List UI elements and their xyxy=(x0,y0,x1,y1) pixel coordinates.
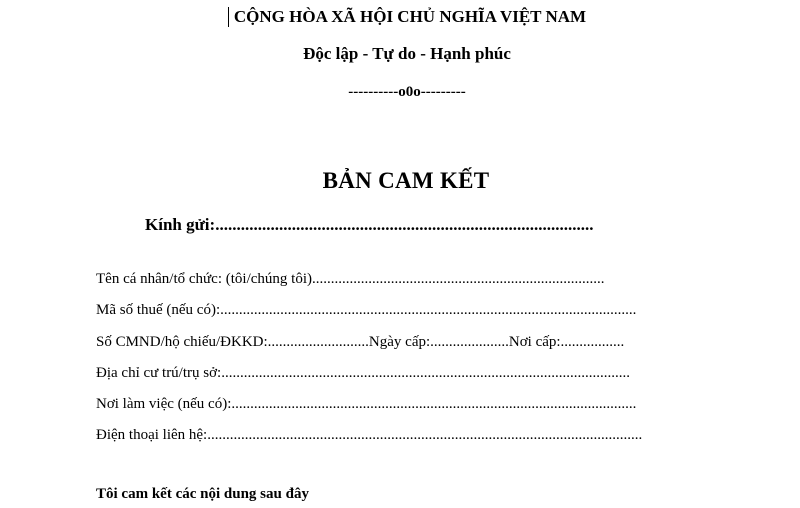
field-phone: Điện thoại liên hệ:.................................................................................................................... xyxy=(96,427,643,443)
national-title: CỘNG HÒA XÃ HỘI CHỦ NGHĨA VIỆT NAM xyxy=(233,7,587,26)
recipient-line: Kính gửi:......................................................................................... xyxy=(145,215,594,234)
document-title: BẢN CAM KẾT xyxy=(322,168,490,193)
commitment-heading: Tôi cam kết các nội dung sau đây xyxy=(96,486,309,502)
header-divider: ----------o0o--------- xyxy=(348,84,466,100)
field-address: Địa chỉ cư trú/trụ sở:............................................................................................................. xyxy=(96,365,630,381)
field-tax-code: Mã số thuế (nếu có):............................................................................................................... xyxy=(96,302,637,318)
field-id-number: Số CMND/hộ chiếu/ĐKKD:...........................Ngày cấp:.....................Nơi cấp:................. xyxy=(96,334,625,350)
field-name: Tên cá nhân/tổ chức: (tôi/chúng tôi).............................................................................. xyxy=(96,271,605,287)
national-motto: Độc lập - Tự do - Hạnh phúc xyxy=(303,44,511,63)
field-workplace: Nơi làm việc (nếu có):............................................................................................................ xyxy=(96,396,637,412)
